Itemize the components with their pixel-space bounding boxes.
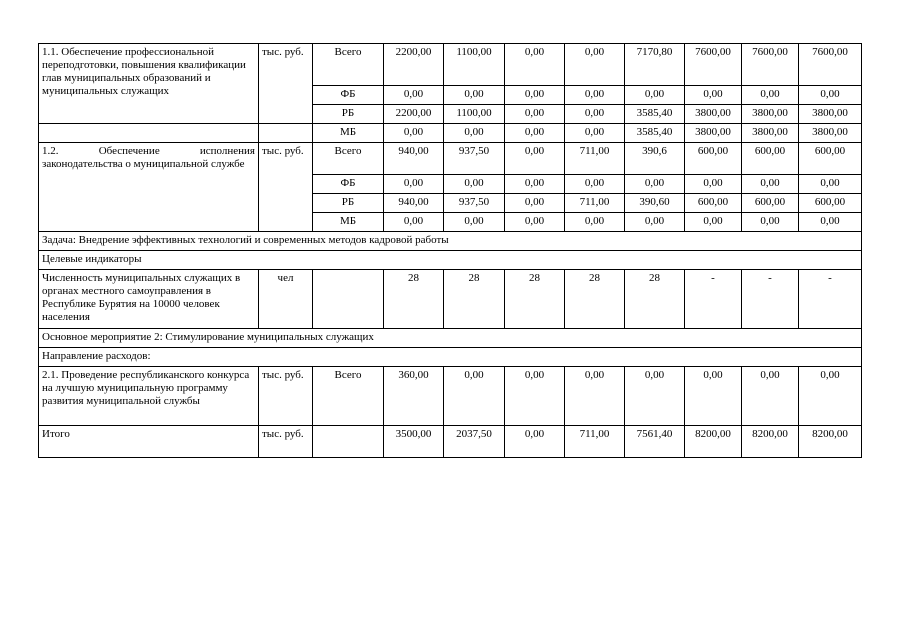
unit-cell: тыс. руб.	[259, 143, 313, 232]
value-cell: 0,00	[565, 105, 625, 124]
table-body	[39, 44, 862, 458]
expense-direction-row: Направление расходов:	[39, 348, 862, 367]
value-cell: 3500,00	[384, 426, 444, 458]
value-cell: 0,00	[384, 175, 444, 194]
unit-cell: тыс. руб.	[259, 44, 313, 124]
value-cell: 600,00	[742, 143, 799, 175]
value-cell: 711,00	[565, 194, 625, 213]
value-cell: 0,00	[625, 86, 685, 105]
value-cell: 8200,00	[742, 426, 799, 458]
value-cell: 28	[444, 270, 505, 329]
value-cell: 0,00	[444, 175, 505, 194]
value-cell: 7600,00	[742, 44, 799, 86]
source-cell: Всего	[313, 143, 384, 175]
value-cell: 0,00	[685, 175, 742, 194]
value-cell: 711,00	[565, 143, 625, 175]
value-cell: 0,00	[742, 367, 799, 426]
measure-name-cell: 1.1. Обеспечение профессиональной переподготовки, повышения квалификации глав муниципальных образований и муниципальных служащих	[39, 44, 259, 124]
table-row	[39, 124, 862, 143]
value-cell: 711,00	[565, 426, 625, 458]
value-cell: 3800,00	[742, 124, 799, 143]
value-cell: 940,00	[384, 194, 444, 213]
value-cell: -	[685, 270, 742, 329]
table-row	[39, 44, 862, 86]
source-cell: ФБ	[313, 86, 384, 105]
value-cell: 390,60	[625, 194, 685, 213]
value-cell: 600,00	[685, 143, 742, 175]
value-cell: 1100,00	[444, 44, 505, 86]
empty-cell	[259, 124, 313, 143]
table-row	[39, 348, 862, 367]
source-cell: Всего	[313, 44, 384, 86]
indicators-heading: Целевые индикаторы	[39, 251, 862, 270]
source-cell: РБ	[313, 194, 384, 213]
table-row	[39, 367, 862, 426]
total-label-cell: Итого	[39, 426, 259, 458]
value-cell: 937,50	[444, 194, 505, 213]
value-cell: 0,00	[685, 367, 742, 426]
value-cell: 0,00	[565, 367, 625, 426]
source-cell	[313, 426, 384, 458]
value-cell: 28	[384, 270, 444, 329]
table-row	[39, 329, 862, 348]
main-event-row: Основное мероприятие 2: Стимулирование муниципальных служащих	[39, 329, 862, 348]
value-cell: 3800,00	[685, 124, 742, 143]
source-cell: МБ	[313, 124, 384, 143]
table-row	[39, 426, 862, 458]
value-cell: 7600,00	[685, 44, 742, 86]
value-cell: 1100,00	[444, 105, 505, 124]
value-cell: 0,00	[565, 86, 625, 105]
value-cell: 0,00	[625, 367, 685, 426]
unit-cell: тыс. руб.	[259, 367, 313, 426]
value-cell: 3800,00	[799, 105, 862, 124]
value-cell: 0,00	[444, 213, 505, 232]
measure-name-cell: 2.1. Проведение республиканского конкурса на лучшую муниципальную программу развития муниципальной службы	[39, 367, 259, 426]
source-cell: МБ	[313, 213, 384, 232]
value-cell: 7600,00	[799, 44, 862, 86]
source-cell	[313, 270, 384, 329]
value-cell: 0,00	[444, 367, 505, 426]
value-cell: 0,00	[742, 175, 799, 194]
empty-cell	[39, 124, 259, 143]
value-cell: 0,00	[565, 213, 625, 232]
value-cell: 0,00	[505, 44, 565, 86]
value-cell: 937,50	[444, 143, 505, 175]
value-cell: 0,00	[505, 143, 565, 175]
value-cell: 0,00	[685, 213, 742, 232]
table-row	[39, 251, 862, 270]
value-cell: 600,00	[742, 194, 799, 213]
value-cell: 28	[505, 270, 565, 329]
value-cell: 600,00	[685, 194, 742, 213]
table-row	[39, 143, 862, 175]
value-cell: 0,00	[384, 213, 444, 232]
value-cell: 0,00	[799, 175, 862, 194]
value-cell: 360,00	[384, 367, 444, 426]
measure-name-cell: 1.2. Обеспечение исполнения законодательства о муниципальной службе	[39, 143, 259, 232]
value-cell: 3585,40	[625, 105, 685, 124]
table-row	[39, 270, 862, 329]
value-cell: 0,00	[799, 86, 862, 105]
value-cell: 7170,80	[625, 44, 685, 86]
value-cell: 0,00	[685, 86, 742, 105]
value-cell: 0,00	[505, 194, 565, 213]
value-cell: 0,00	[505, 124, 565, 143]
value-cell: 390,6	[625, 143, 685, 175]
value-cell: 0,00	[799, 213, 862, 232]
value-cell: 3800,00	[685, 105, 742, 124]
value-cell: 28	[625, 270, 685, 329]
value-cell: 0,00	[505, 175, 565, 194]
value-cell: 3800,00	[799, 124, 862, 143]
value-cell: 0,00	[742, 86, 799, 105]
value-cell: 3585,40	[625, 124, 685, 143]
value-cell: 600,00	[799, 143, 862, 175]
value-cell: -	[742, 270, 799, 329]
unit-cell: чел	[259, 270, 313, 329]
value-cell: 0,00	[505, 213, 565, 232]
value-cell: 0,00	[799, 367, 862, 426]
value-cell: 0,00	[384, 124, 444, 143]
value-cell: 8200,00	[685, 426, 742, 458]
value-cell: 3800,00	[742, 105, 799, 124]
source-cell: Всего	[313, 367, 384, 426]
value-cell: 600,00	[799, 194, 862, 213]
value-cell: 0,00	[505, 105, 565, 124]
value-cell: 0,00	[384, 86, 444, 105]
value-cell: 2200,00	[384, 105, 444, 124]
value-cell: 0,00	[625, 175, 685, 194]
unit-cell: тыс. руб.	[259, 426, 313, 458]
value-cell: 7561,40	[625, 426, 685, 458]
value-cell: 0,00	[444, 124, 505, 143]
value-cell: 0,00	[505, 86, 565, 105]
value-cell: 0,00	[505, 426, 565, 458]
value-cell: 28	[565, 270, 625, 329]
source-cell: РБ	[313, 105, 384, 124]
value-cell: 0,00	[565, 124, 625, 143]
value-cell: 8200,00	[799, 426, 862, 458]
value-cell: 2037,50	[444, 426, 505, 458]
indicator-name-cell: Численность муниципальных служащих в органах местного самоуправления в Республике Бурятия на 10000 человек населения	[39, 270, 259, 329]
value-cell: 0,00	[565, 175, 625, 194]
value-cell: 940,00	[384, 143, 444, 175]
source-cell: ФБ	[313, 175, 384, 194]
value-cell: -	[799, 270, 862, 329]
value-cell: 0,00	[565, 44, 625, 86]
value-cell: 0,00	[742, 213, 799, 232]
program-funding-table	[38, 43, 862, 458]
value-cell: 0,00	[505, 367, 565, 426]
value-cell: 0,00	[444, 86, 505, 105]
table-row	[39, 232, 862, 251]
task-row: Задача: Внедрение эффективных технологий и современных методов кадровой работы	[39, 232, 862, 251]
value-cell: 0,00	[625, 213, 685, 232]
value-cell: 2200,00	[384, 44, 444, 86]
